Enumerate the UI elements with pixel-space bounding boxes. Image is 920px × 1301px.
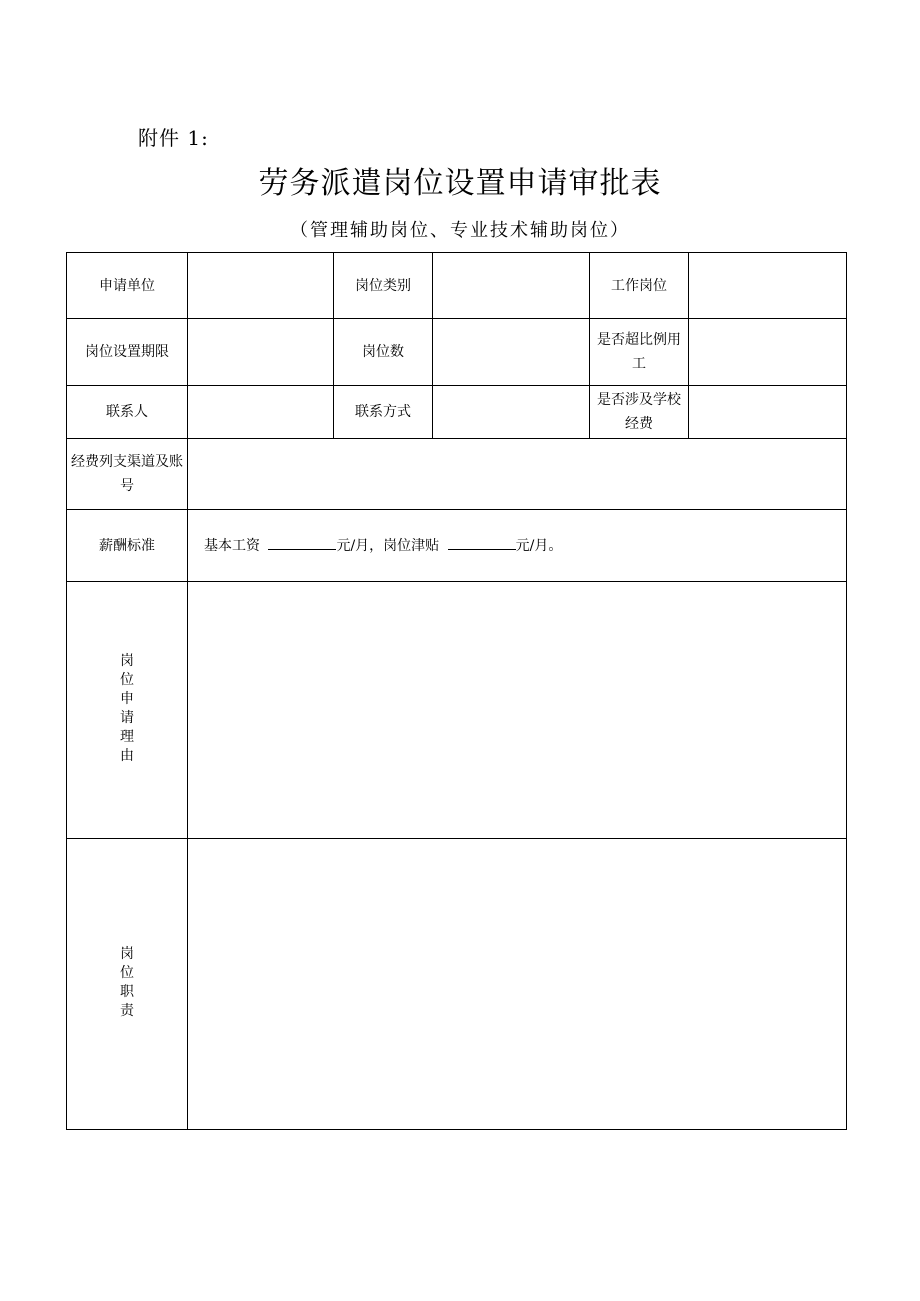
duty-label: 岗位职责 (120, 946, 134, 1019)
form-row-period (67, 319, 847, 386)
reason-label-cell (67, 582, 188, 839)
post-category-field[interactable] (433, 253, 590, 319)
work-post-field[interactable] (689, 253, 847, 319)
over-ratio-label: 是否超比例用工 (590, 319, 689, 386)
post-category-label: 岗位类别 (334, 253, 433, 319)
application-form-table (66, 252, 847, 1130)
duty-field[interactable] (188, 839, 847, 1130)
form-row-duty (67, 839, 847, 1130)
salary-label: 薪酬标准 (67, 510, 188, 582)
post-period-field[interactable] (188, 319, 334, 386)
post-count-field[interactable] (433, 319, 590, 386)
allowance-blank[interactable] (448, 535, 516, 550)
duty-label-cell (67, 839, 188, 1130)
school-funds-field[interactable] (689, 386, 847, 439)
base-salary-text: 基本工资 (204, 537, 260, 554)
allowance-unit-text: 元/月。 (515, 537, 563, 554)
form-title: 劳务派遣岗位设置申请审批表 (258, 166, 662, 201)
form-row-reason (67, 582, 847, 839)
form-row-funding (67, 439, 847, 510)
form-row-contact (67, 386, 847, 439)
post-period-label: 岗位设置期限 (67, 319, 188, 386)
post-count-label: 岗位数 (334, 319, 433, 386)
applicant-unit-label: 申请单位 (67, 253, 188, 319)
form-row-salary (67, 510, 847, 582)
base-salary-blank[interactable] (268, 535, 336, 550)
reason-label: 岗位申请理由 (120, 653, 134, 764)
work-post-label: 工作岗位 (590, 253, 689, 319)
salary-field[interactable] (188, 510, 847, 582)
applicant-unit-field[interactable] (188, 253, 334, 319)
school-funds-label: 是否涉及学校经费 (590, 386, 689, 439)
funding-channel-field[interactable] (188, 439, 847, 510)
salary-unit-allowance-text: 元/月，岗位津贴 (336, 537, 440, 554)
contact-method-field[interactable] (433, 386, 590, 439)
form-row-unit (67, 253, 847, 319)
attachment-label: 附件 1: (138, 126, 209, 150)
contact-method-label: 联系方式 (334, 386, 433, 439)
contact-person-field[interactable] (188, 386, 334, 439)
over-ratio-field[interactable] (689, 319, 847, 386)
form-subtitle: （管理辅助岗位、专业技术辅助岗位） (290, 220, 630, 241)
reason-field[interactable] (188, 582, 847, 839)
funding-channel-label: 经费列支渠道及账号 (67, 439, 188, 510)
contact-person-label: 联系人 (67, 386, 188, 439)
